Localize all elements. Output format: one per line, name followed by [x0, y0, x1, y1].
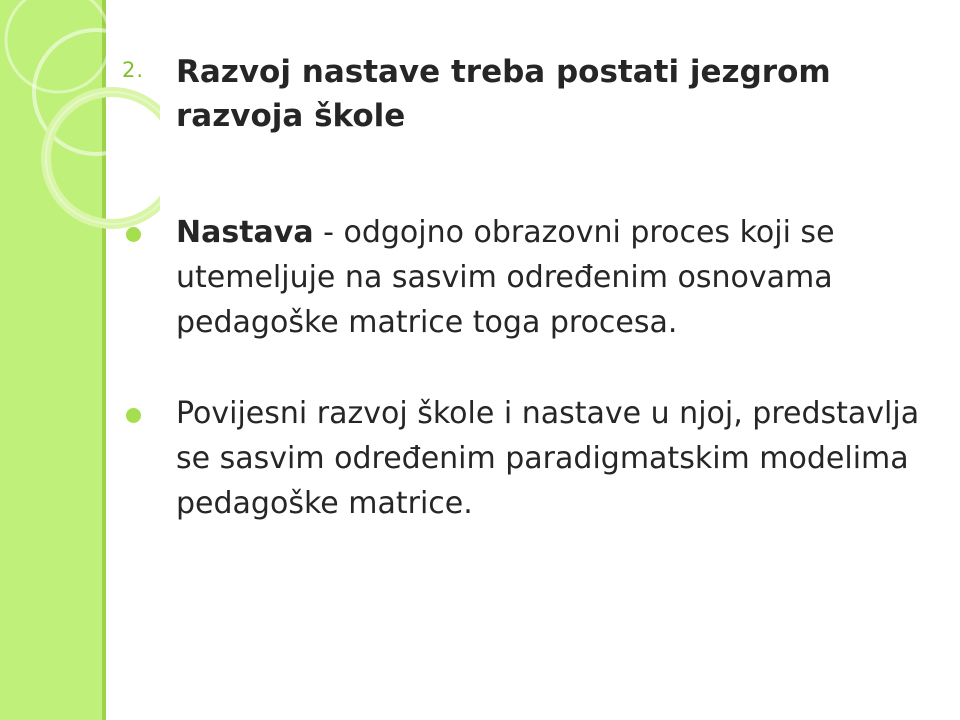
bullet-definition: - odgojno obrazovni proces koji se utemeljuje na sasvim određenim osnovama pedagoške matrice toga procesa.	[176, 215, 835, 340]
bullet-item	[122, 210, 922, 345]
numbered-item-heading: Razvoj nastave treba postati jezgrom razvoja škole	[176, 54, 831, 134]
bullet-text	[176, 210, 922, 345]
bullet-text: Povijesni razvoj škole i nastave u njoj, predstavlja se sasvim određenim paradigmatskim modelima pedagoške matrice.	[176, 396, 920, 521]
numbered-item	[122, 50, 922, 138]
slide-content	[122, 50, 922, 526]
bullet-dot-icon	[126, 408, 141, 423]
bullet-item	[122, 391, 922, 526]
bullet-term: Nastava	[176, 215, 314, 250]
bullet-dot-icon	[126, 227, 141, 242]
item-number: 2.	[122, 58, 145, 82]
